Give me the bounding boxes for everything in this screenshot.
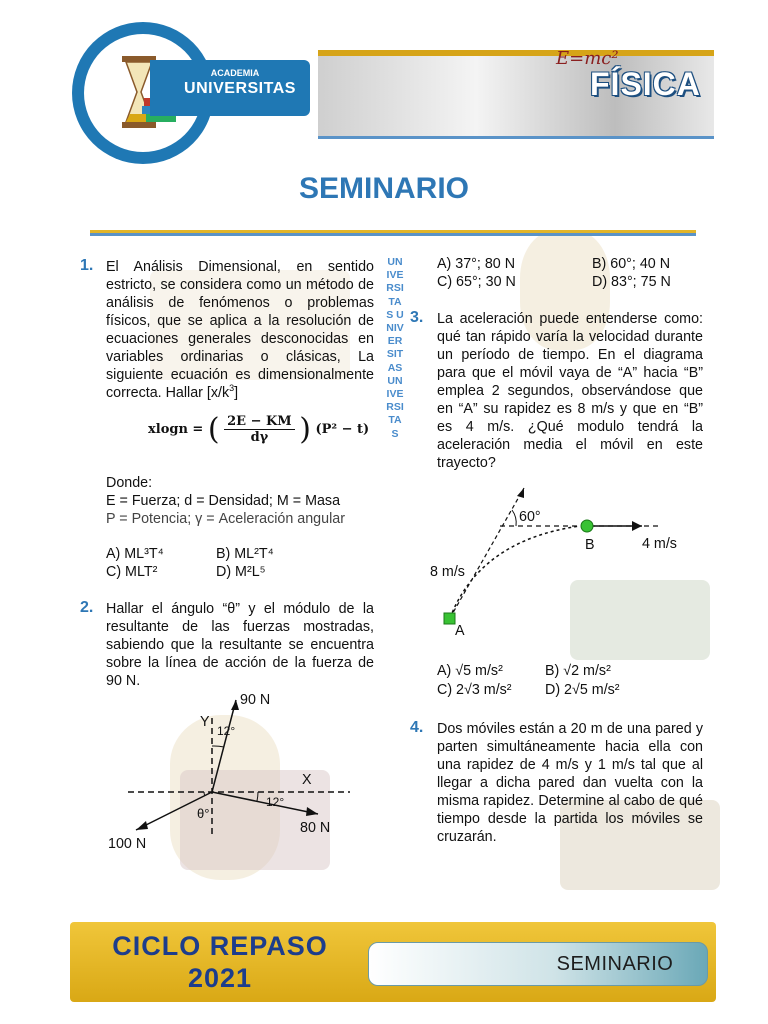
force-90-label: 90 N (240, 692, 271, 708)
question-3-option-b: B) √2 m/s² (545, 663, 611, 679)
footer-seminario: SEMINARIO (556, 953, 674, 975)
question-1-donde: Donde: (106, 475, 153, 491)
question-3-text: La aceleración puede entenderse como: qué tan rápido varía la velocidad durante un período de tiempo. En el diagrama para que el móvil vaya de “A” hacia “B” emplea 2 segundos, observándose que en “A” su rapidez es 8 m/s y que en “B” es 4 m/s. ¿Qué modulo tendrá la aceleración media el móvil en este trayecto? (437, 311, 703, 471)
question-1-exponent: 3 (229, 383, 235, 394)
footer-ciclo-line2: 2021 (187, 963, 253, 993)
banner-equation: E=mc² (556, 48, 619, 69)
force-100-label: 100 N (108, 836, 147, 852)
velocity-b-label: 4 m/s (642, 536, 677, 552)
logo-universitas: UNIVERSITAS (184, 80, 296, 97)
vertical-watermark-text: UNIVERSITAS UNIVERSITAS UNIVERSITAS (386, 256, 404, 440)
question-3-number: 3. (410, 309, 424, 326)
question-1-text (106, 258, 374, 402)
page-title: SEMINARIO (298, 172, 469, 205)
angle-12-right: 12° (266, 795, 285, 809)
question-2-number: 2. (80, 599, 94, 616)
footer-ciclo (90, 930, 350, 994)
question-1-body: El Análisis Dimensional, en sentido estricto, se considera como un método de análisis de fenómenos o problemas físicos, que se aplica a la resolución de ecuaciones generales desconocidas en variables ordinarias o clásicas, La siguiente ecuación es dimensionalmente correcta. Hallar [x/k (106, 259, 374, 401)
question-1-def2: P = Potencia; γ = Aceleración angular (106, 511, 345, 527)
question-1-option-b: B) ML²T⁴ (216, 546, 274, 562)
question-1-def1: E = Fuerza; d = Densidad; M = Masa (106, 493, 341, 509)
question-3-option-a: A) √5 m/s² (437, 663, 503, 679)
formula-lhs: xlogn = (148, 422, 204, 437)
velocity-a-label: 8 m/s (430, 564, 465, 580)
question-2-option-a: A) 37°; 80 N (437, 256, 516, 272)
point-a-label: A (455, 623, 465, 639)
banner-title: FÍSICA (590, 66, 701, 102)
angle-60-label: 60° (519, 509, 541, 525)
angle-theta-label: θ° (197, 806, 210, 821)
title-divider (90, 230, 696, 233)
question-2-option-d: D) 83°; 75 N (592, 274, 671, 290)
axis-y-label: Y (200, 714, 210, 730)
question-4-text: Dos móviles están a 20 m de una pared y parten simultáneamente hacia ella con una rapidez de 4 m/s y 1 m/s tal que al llegar a dicha pared dan vuelta con la misma rapidez. Determine al cabo de qué tiempo desde la partida los móviles se cruzarán. (437, 721, 703, 845)
axis-x-label: X (302, 772, 312, 788)
point-b-label: B (585, 537, 595, 553)
question-3-option-c: C) 2√3 m/s² (437, 682, 512, 698)
question-1-option-c: C) MLT² (106, 564, 158, 580)
question-1-number: 1. (80, 257, 94, 274)
question-4-number: 4. (410, 719, 424, 736)
question-2-option-b: B) 60°; 40 N (592, 256, 671, 272)
question-2-option-c: C) 65°; 30 N (437, 274, 516, 290)
question-1-option-d: D) M²L⁵ (216, 564, 266, 580)
question-1-bracket: ] (234, 385, 239, 401)
formula-denominator: dγ (250, 430, 269, 445)
angle-12-top: 12° (217, 724, 236, 738)
question-1-option-a: A) ML³T⁴ (106, 546, 164, 562)
formula-numerator: 2E − KM (224, 414, 295, 430)
logo-academia: ACADEMIA (210, 68, 260, 78)
question-2-text: Hallar el ángulo “θ” y el módulo de la resultante de las fuerzas mostradas, sabiendo que la resultante se encuentra sobre la línea de acción de la fuerza de 90 N. (106, 601, 374, 689)
trajectory-diagram (420, 480, 680, 640)
footer-ciclo-line1: CICLO REPASO (112, 931, 328, 961)
question-3-option-d: D) 2√5 m/s² (545, 682, 620, 698)
formula-rhs: (P² − t) (315, 422, 370, 437)
question-1-formula: xlogn = ( $\frac{2E - KM}{d\gamma}$ ) (P² − t) (148, 411, 370, 447)
force-80-label: 80 N (300, 820, 331, 836)
